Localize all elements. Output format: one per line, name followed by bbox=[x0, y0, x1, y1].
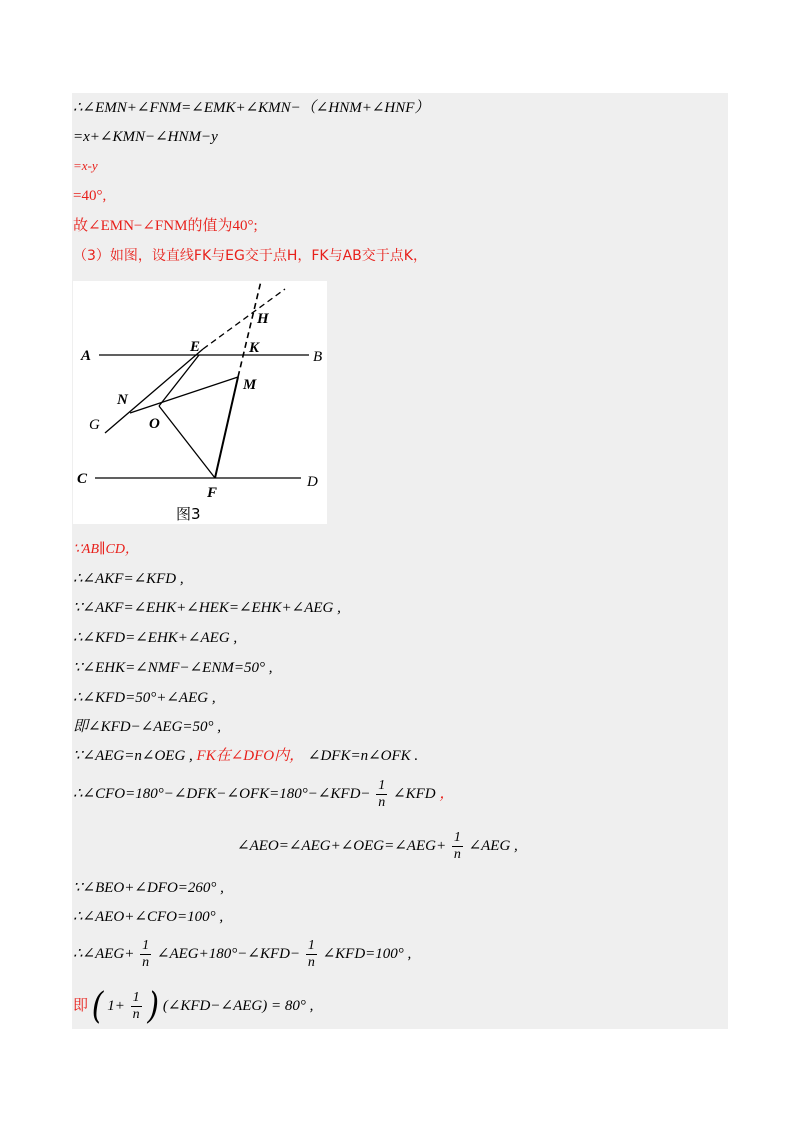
label-h: H bbox=[257, 311, 269, 327]
line-of bbox=[159, 406, 215, 478]
step-20-part-b: 1+ bbox=[107, 997, 125, 1014]
figure-caption: 图3 bbox=[176, 505, 201, 523]
fraction-denominator: n bbox=[378, 795, 386, 810]
fraction-1-over-n bbox=[140, 938, 151, 971]
fraction-1-over-n bbox=[376, 778, 387, 811]
step-14-part-c: ∠DFK=n∠OFK . bbox=[307, 748, 419, 764]
fraction-numerator: 1 bbox=[453, 830, 461, 845]
fraction-denominator: n bbox=[307, 955, 315, 970]
fraction-numerator: 1 bbox=[307, 938, 315, 953]
label-a: A bbox=[81, 348, 92, 364]
step-19-part-c: ∠KFD=100° , bbox=[322, 945, 412, 962]
step-20-prefix: 即 bbox=[73, 997, 89, 1014]
figure-svg bbox=[73, 281, 327, 524]
step-line-11: ∵∠EHK=∠NMF−∠ENM=50° , bbox=[73, 660, 273, 676]
fraction-numerator: 1 bbox=[378, 778, 386, 793]
line-eo bbox=[159, 355, 199, 406]
step-line-1: ∴∠EMN+∠FNM=∠EMK+∠KMN−（∠HNM+∠HNF） bbox=[73, 100, 430, 116]
part-3-intro: （3）如图，设直线FK与EG交于点H，FK与AB交于点K， bbox=[73, 248, 427, 264]
step-19-part-a: ∴∠AEG+ bbox=[73, 945, 135, 962]
step-line-10: ∴∠KFD=∠EHK+∠AEG , bbox=[73, 630, 238, 646]
fraction-1-over-n bbox=[306, 938, 317, 971]
step-line-14 bbox=[73, 746, 418, 766]
step-line-16 bbox=[237, 830, 518, 863]
fraction-denominator: n bbox=[142, 955, 150, 970]
step-line-2: =x+∠KMN−∠HNM−y bbox=[73, 129, 218, 145]
label-o: O bbox=[149, 416, 160, 432]
right-paren: ) bbox=[147, 984, 160, 1027]
step-line-3: =x-y bbox=[73, 158, 98, 173]
conclusion-line: 故∠EMN−∠FNM的值为40°; bbox=[73, 218, 258, 234]
step-line-8: ∴∠AKF=∠KFD , bbox=[73, 571, 184, 587]
fraction-numerator: 1 bbox=[132, 990, 140, 1005]
given-parallel: ∵AB∥CD， bbox=[73, 542, 139, 557]
left-paren: ( bbox=[91, 984, 104, 1027]
step-line-4: =40°, bbox=[73, 188, 107, 204]
label-c: C bbox=[77, 471, 88, 487]
fraction-denominator: n bbox=[453, 847, 461, 862]
step-16-part-b: ∠AEG , bbox=[468, 837, 518, 854]
fraction-1-over-n bbox=[131, 990, 142, 1023]
step-line-12: ∴∠KFD=50°+∠AEG , bbox=[73, 690, 216, 706]
label-g: G bbox=[89, 417, 100, 433]
line-fm bbox=[215, 377, 238, 478]
step-15-part-a: ∴∠CFO=180°−∠DFK−∠OFK=180°−∠KFD− bbox=[73, 785, 371, 802]
line-nm bbox=[130, 377, 238, 413]
step-19-part-b: ∠AEG+180°−∠KFD− bbox=[156, 945, 301, 962]
step-16-part-a: ∠AEO=∠AEG+∠OEG=∠AEG+ bbox=[237, 837, 447, 854]
label-b: B bbox=[313, 349, 323, 365]
fraction-denominator: n bbox=[132, 1007, 140, 1022]
geometry-figure-3 bbox=[73, 281, 327, 524]
fraction-numerator: 1 bbox=[142, 938, 150, 953]
step-15-part-b: ∠KFD bbox=[393, 785, 436, 802]
line-eh-dashed bbox=[203, 289, 285, 349]
step-14-part-b: FK在∠DFO内， bbox=[196, 748, 305, 764]
fraction-1-over-n bbox=[452, 830, 463, 863]
step-20-part-c: (∠KFD−∠AEG) = 80° , bbox=[162, 997, 314, 1014]
step-line-15 bbox=[73, 778, 454, 811]
step-15-part-c: ， bbox=[439, 785, 455, 802]
label-f: F bbox=[207, 485, 218, 501]
label-k: K bbox=[249, 340, 260, 356]
step-line-17: ∵∠BEO+∠DFO=260° , bbox=[73, 880, 224, 896]
step-line-20 bbox=[73, 984, 314, 1027]
step-line-19 bbox=[73, 938, 411, 971]
step-line-18: ∴∠AEO+∠CFO=100° , bbox=[73, 909, 224, 925]
step-14-part-a: ∵∠AEG=n∠OEG , bbox=[73, 748, 193, 764]
line-mk-dashed bbox=[238, 281, 261, 377]
step-line-13: 即∠KFD−∠AEG=50° , bbox=[73, 719, 222, 735]
label-n: N bbox=[117, 392, 128, 408]
label-d: D bbox=[307, 474, 318, 490]
step-line-9: ∵∠AKF=∠EHK+∠HEK=∠EHK+∠AEG , bbox=[73, 600, 341, 616]
label-m: M bbox=[243, 377, 257, 393]
label-e: E bbox=[190, 339, 201, 355]
